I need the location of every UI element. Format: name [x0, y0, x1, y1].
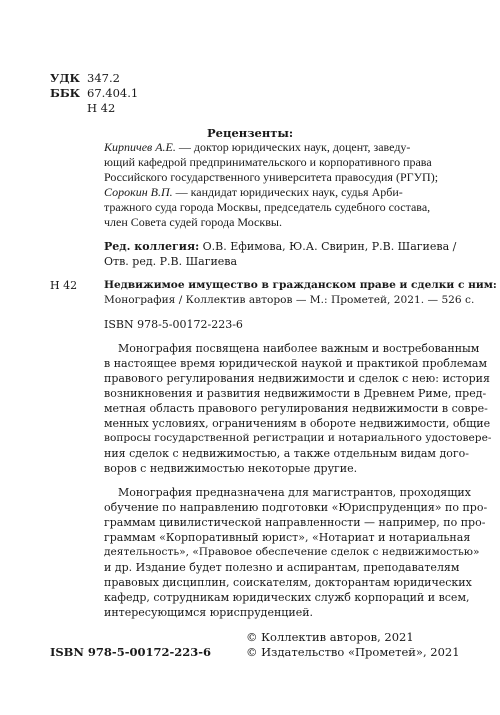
copyright-authors: © Коллектив авторов, 2021: [246, 630, 414, 644]
abstract-line: Монография посвящена наиболее важным и востребованным: [118, 342, 480, 355]
editorial-board-line-1: Ред. коллегия: О.В. Ефимова, Ю.А. Свирин, Р.В. Шагиева /: [104, 240, 457, 253]
abstract-line: кафедр, сотрудникам юридических служб корпораций и всем,: [104, 591, 470, 604]
abstract-line: граммам цивилистической направленности — например, по про-: [104, 516, 486, 529]
book-publication-line: Монография / Коллектив авторов — М.: Прометей, 2021. — 526 с.: [104, 294, 475, 306]
abstract-line: в настоящее время юридической наукой и практикой проблемам: [104, 357, 488, 370]
abstract-line: граммам «Корпоративный юрист», «Нотариат и нотариальная: [104, 531, 471, 544]
abstract-line: ния сделок с недвижимостью, а также отдельным видам дого-: [104, 447, 469, 460]
reviewer-1-name: Кирпичев А.Е.: [104, 140, 176, 154]
abstract-line: и др. Издание будет полезно и аспирантам, преподавателям: [104, 561, 460, 574]
footer-isbn: ISBN 978-5-00172-223-6: [50, 645, 212, 659]
bbk-label: ББК: [50, 86, 81, 100]
author-mark: Н 42: [87, 101, 116, 115]
abstract-line: возникновения и развития недвижимости в Древнем Риме, пред-: [104, 387, 487, 400]
editorial-board-line-2: Отв. ред. Р.В. Шагиева: [104, 255, 238, 268]
reviewer-2-line-1: Сорокин В.П. — кандидат юридических наук, судья Арби-: [104, 185, 403, 199]
abstract-line: Монография предназначена для магистрантов, проходящих: [118, 486, 471, 499]
abstract-line: правового регулирования недвижимости и сделок с нею: история: [104, 372, 490, 385]
editorial-board-label: Ред. коллегия:: [104, 240, 200, 253]
copyright-publisher: © Издательство «Прометей», 2021: [246, 645, 460, 659]
book-isbn: ISBN 978-5-00172-223-6: [104, 318, 243, 331]
reviewer-2-name: Сорокин В.П.: [104, 185, 173, 199]
reviewer-2-line-3: член Совета судей города Москвы.: [104, 215, 282, 229]
bbk-value: 67.404.1: [87, 86, 139, 100]
abstract-line: воров с недвижимостью некоторые другие.: [104, 462, 358, 475]
abstract-line: менных условиях, ограничениям в обороте недвижимости, общие: [104, 417, 491, 430]
abstract-line: деятельность», «Правовое обеспечение сделок с недвижимостью»: [104, 546, 480, 558]
abstract-line: метная область правового регулирования недвижимости в совре-: [104, 402, 488, 415]
udk-value: 347.2: [87, 71, 120, 85]
reviewers-heading: Рецензенты:: [207, 126, 294, 140]
udk-code: [50, 71, 120, 85]
book-title: Недвижимое имущество в гражданском праве и сделки с ним:: [104, 279, 497, 291]
abstract-line: правовых дисциплин, соискателям, докторантам юридических: [104, 576, 472, 589]
bbk-code: [50, 86, 138, 100]
udk-label: УДК: [50, 71, 81, 85]
reviewer-1-line-1: Кирпичев А.Е. — доктор юридических наук, доцент, заведу-: [104, 140, 411, 154]
reviewer-1-line-2: ющий кафедрой предпринимательского и корпоративного права: [104, 155, 432, 169]
abstract-line: обучение по направлению подготовки «Юриспруденция» по про-: [104, 501, 488, 514]
abstract-line: вопросы государственной регистрации и нотариального удостовере-: [104, 432, 492, 444]
reviewer-1-line-3: Российского государственного университета правосудия (РГУП);: [104, 170, 439, 184]
reviewer-2-line-2: тражного суда города Москвы, председатель судебного состава,: [104, 200, 431, 214]
bibliography-mark: Н 42: [50, 279, 78, 292]
abstract-line: интересующимся юриспруденцией.: [104, 606, 314, 619]
